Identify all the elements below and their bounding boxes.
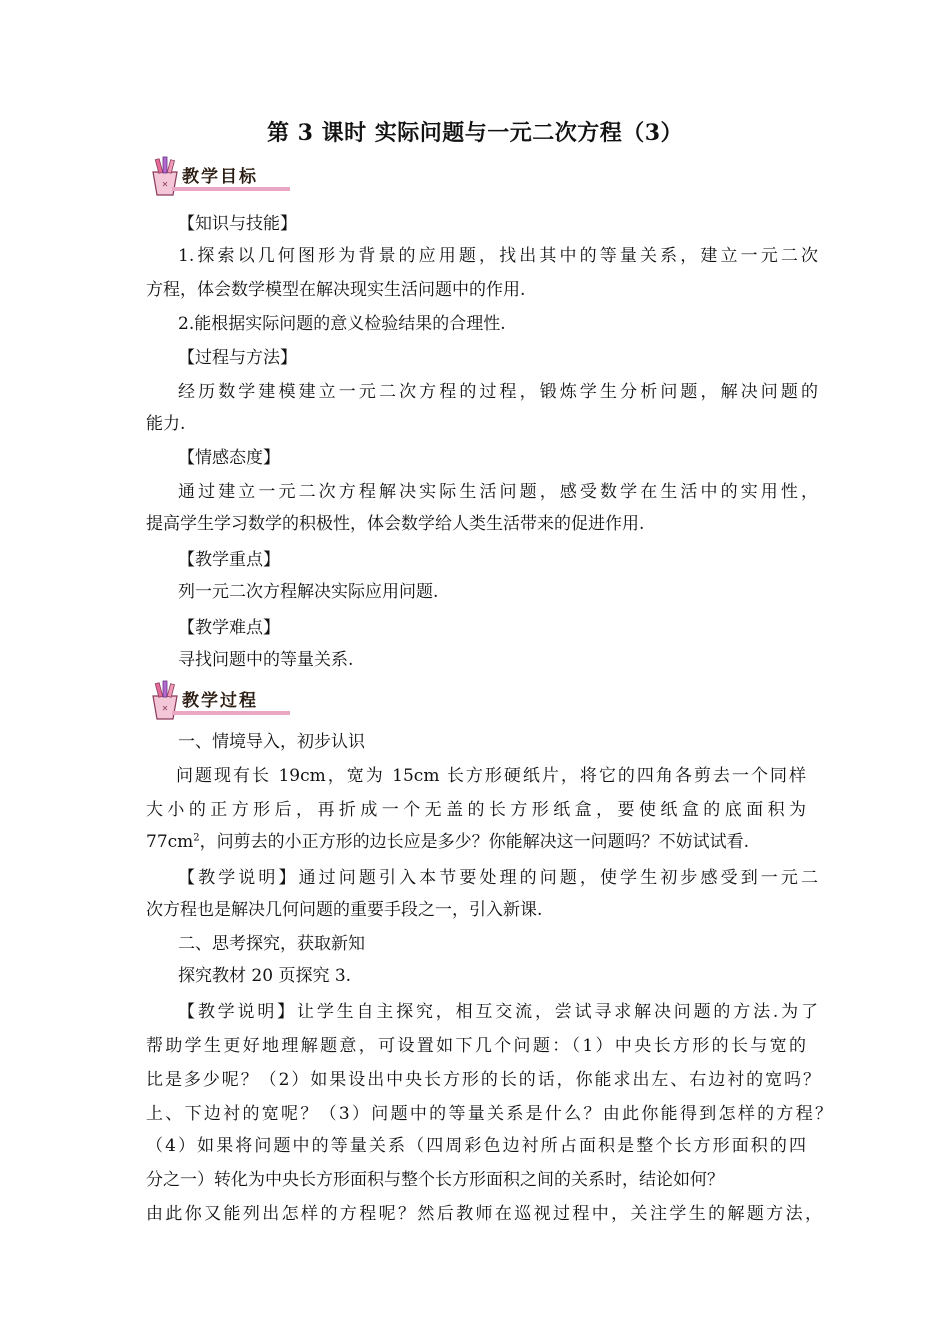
difficulty-heading: 【教学难点】	[178, 618, 280, 638]
teaching-note-2e: （4）如果将问题中的等量关系（四周彩色边衬所占面积是整个长方形面积的四	[146, 1136, 806, 1156]
problem-area-exponent: 2	[193, 832, 200, 844]
key-point-heading: 【教学重点】	[178, 550, 280, 570]
badge-underline	[172, 186, 290, 192]
process-method-text-b: 能力.	[146, 414, 186, 434]
section-badge-goals	[144, 156, 294, 198]
step1-heading: 一、情境导入，初步认识	[178, 732, 365, 752]
teaching-note-1a: 【教学说明】通过问题引入本节要处理的问题，使学生初步感受到一元二	[178, 868, 818, 888]
emotion-heading: 【情感态度】	[178, 448, 280, 468]
problem-area-value: 77cm	[146, 832, 194, 852]
knowledge-heading: 【知识与技能】	[178, 214, 297, 234]
section-label-process: 教学过程	[182, 691, 258, 711]
knowledge-item-1a: 1.探索以几何图形为背景的应用题，找出其中的等量关系，建立一元二次	[178, 246, 818, 266]
process-method-text-a: 经历数学建模建立一元二次方程的过程，锻炼学生分析问题，解决问题的	[178, 382, 818, 402]
teaching-note-1b: 次方程也是解决几何问题的重要手段之一，引入新课.	[146, 900, 543, 920]
difficulty-text: 寻找问题中的等量关系.	[178, 650, 354, 670]
svg-text:✕: ✕	[161, 704, 169, 713]
page-title: 第 3 课时 实际问题与一元二次方程（3）	[266, 120, 684, 146]
knowledge-item-2: 2.能根据实际问题的意义检验结果的合理性.	[178, 314, 506, 334]
section-label-goals: 教学目标	[182, 167, 258, 187]
badge-underline	[172, 710, 290, 716]
teaching-note-2c: 比是多少呢？（2）如果设出中央长方形的长的话，你能求出左、右边衬的宽吗？	[146, 1070, 820, 1090]
emotion-text-a: 通过建立一元二次方程解决实际生活问题，感受数学在生活中的实用性，	[178, 482, 818, 502]
process-method-heading: 【过程与方法】	[178, 348, 297, 368]
problem-text-b: 大小的正方形后，再折成一个无盖的长方形纸盒，要使纸盒的底面积为	[146, 800, 806, 820]
teaching-note-2d: 上、下边衬的宽呢？（3）问题中的等量关系是什么？由此你能得到怎样的方程？	[146, 1104, 832, 1124]
problem-question: ，问剪去的小正方形的边长应是多少？你能解决这一问题吗？不妨试试看.	[199, 832, 750, 852]
teaching-note-2g: 由此你又能列出怎样的方程呢？然后教师在巡视过程中，关注学生的解题方法，	[146, 1204, 822, 1224]
teaching-note-2f: 分之一）转化为中央长方形面积与整个长方形面积之间的关系时，结论如何？	[146, 1170, 724, 1190]
problem-text-a: 问题现有长 19cm，宽为 15cm 长方形硬纸片，将它的四角各剪去一个同样	[176, 766, 806, 786]
svg-text:✕: ✕	[161, 180, 169, 189]
emotion-text-b: 提高学生学习数学的积极性，体会数学给人类生活带来的促进作用.	[146, 514, 645, 534]
knowledge-item-1b: 方程，体会数学模型在解决现实生活问题中的作用.	[146, 280, 526, 300]
step2-text: 探究教材 20 页探究 3.	[178, 966, 352, 986]
teaching-note-2a: 【教学说明】让学生自主探究，相互交流，尝试寻求解决问题的方法.为了	[178, 1002, 818, 1022]
problem-text-c	[146, 832, 816, 852]
key-point-text: 列一元二次方程解决实际应用问题.	[178, 582, 439, 602]
step2-heading: 二、思考探究，获取新知	[178, 934, 365, 954]
section-badge-process	[144, 680, 294, 722]
teaching-note-2b: 帮助学生更好地理解题意，可设置如下几个问题：（1）中央长方形的长与宽的	[146, 1036, 806, 1056]
